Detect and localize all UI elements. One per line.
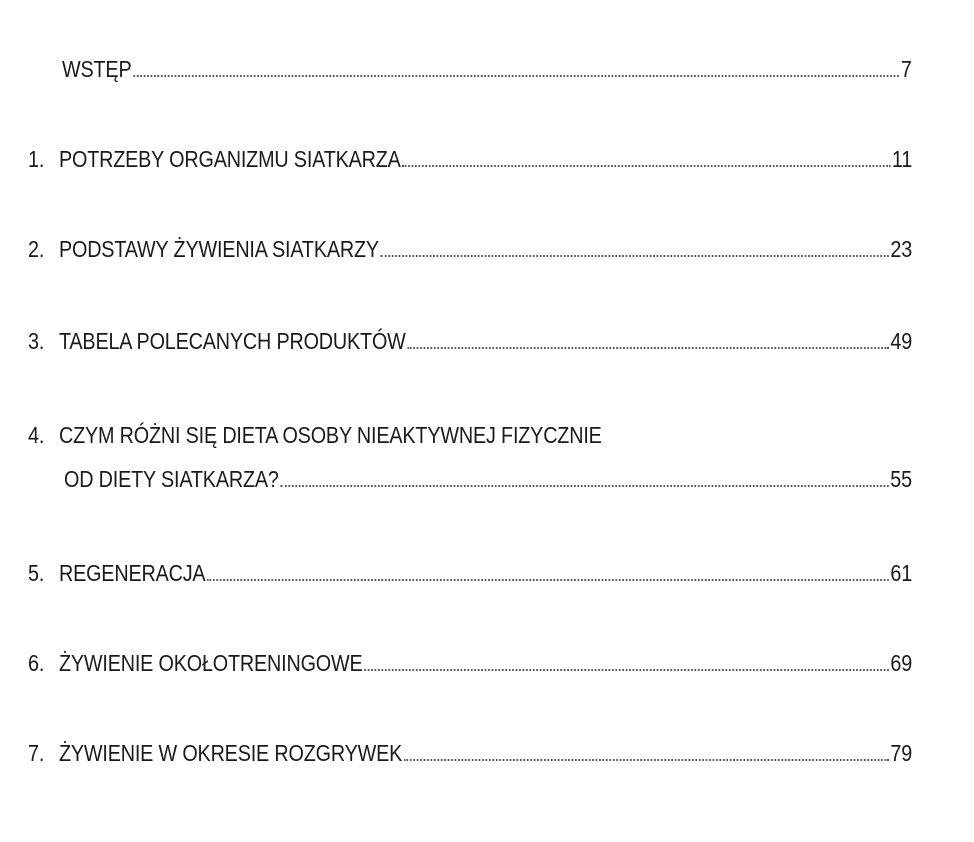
toc-entry-number: 1.: [28, 146, 45, 172]
toc-entry-page: 79: [890, 740, 913, 766]
toc-entry-title-continued: OD DIETY SIATKARZA?: [64, 466, 279, 492]
toc-entry-number: 3.: [28, 328, 45, 354]
toc-entry-title: ŻYWIENIE W OKRESIE ROZGRYWEK: [58, 740, 403, 766]
toc-entry-page: 11: [891, 146, 913, 172]
dot-leader: [404, 759, 889, 761]
toc-entry-number: 7.: [28, 740, 45, 766]
toc-entry-title: PODSTAWY ŻYWIENIA SIATKARZY: [58, 236, 379, 262]
toc-entry-number: 4.: [28, 422, 45, 448]
toc-entry-number: 6.: [28, 650, 45, 676]
dot-leader: [381, 255, 889, 257]
dot-leader: [402, 165, 890, 167]
toc-entry-number: 5.: [28, 560, 45, 586]
toc-entry-page: 7: [900, 56, 912, 82]
toc-entry-title: TABELA POLECANYCH PRODUKTÓW: [58, 328, 406, 354]
toc-entry-title: CZYM RÓŻNI SIĘ DIETA OSOBY NIEAKTYWNEJ FIZYCZNIE: [58, 422, 602, 448]
dot-leader: [280, 485, 888, 487]
toc-entry-title: POTRZEBY ORGANIZMU SIATKARZA: [58, 146, 401, 172]
toc-entry-page: 55: [890, 466, 912, 492]
toc-entry-page: 49: [890, 328, 913, 354]
dot-leader: [364, 669, 888, 671]
toc-entry-title: REGENERACJA: [58, 560, 206, 586]
toc-entry-page: 69: [890, 650, 913, 676]
toc-entry-page: 61: [890, 560, 913, 586]
toc-entry-page: 23: [890, 236, 913, 262]
dot-leader: [133, 75, 899, 77]
toc-entry-number: 2.: [28, 236, 45, 262]
toc-entry-title: WSTĘP: [62, 56, 132, 82]
toc-entry-title: ŻYWIENIE OKOŁOTRENINGOWE: [58, 650, 363, 676]
dot-leader: [407, 347, 888, 349]
dot-leader: [207, 579, 889, 581]
